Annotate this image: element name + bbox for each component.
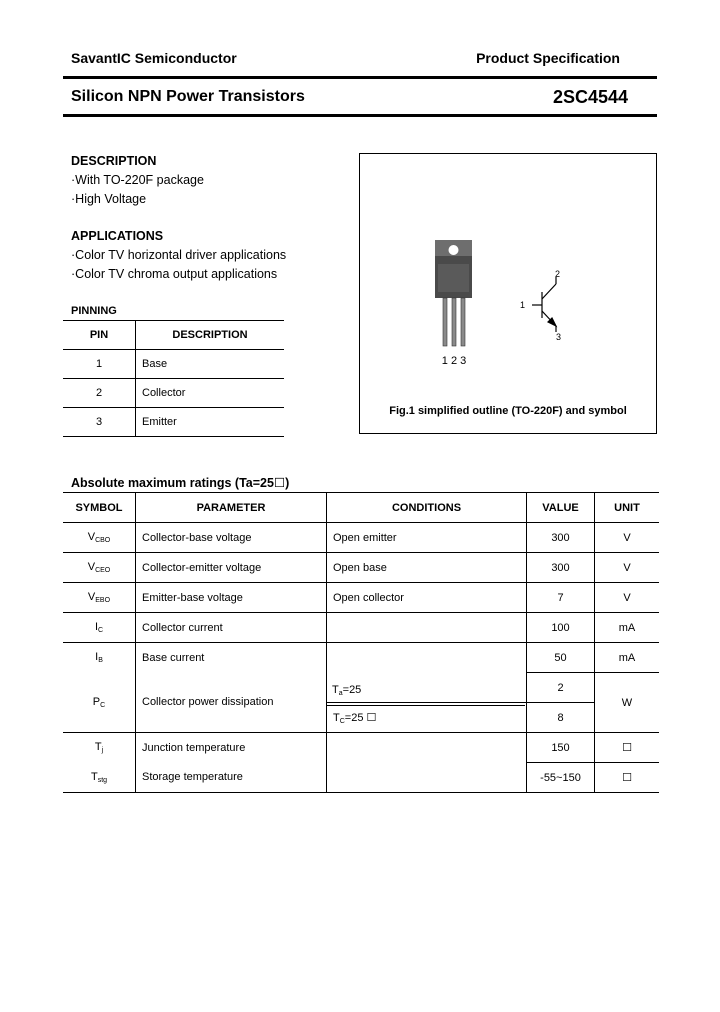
unit-cell: ☐: [595, 763, 660, 793]
pin-description-header: DESCRIPTION: [136, 321, 285, 350]
applications-title: APPLICATIONS: [71, 229, 164, 243]
unit-cell: V: [595, 553, 660, 583]
unit-cell: mA: [595, 613, 660, 643]
table-row: [63, 553, 659, 583]
value-cell: 300: [527, 523, 595, 553]
condition-cell: $T_C=25$ ☐: [327, 703, 527, 733]
table-row: [63, 379, 284, 408]
header-product: Silicon NPN Power Transistors: [71, 88, 305, 105]
symbol-cell: $I_C$: [63, 613, 136, 643]
symbol-pin-2: 2: [555, 269, 561, 279]
value-cell: -55~150: [527, 763, 595, 793]
pin-number: 1: [63, 350, 136, 379]
parameter-cell: Emitter-base voltage: [136, 583, 327, 613]
header-company: SavantIC Semiconductor: [71, 50, 237, 66]
npn-symbol-icon: [532, 277, 556, 332]
table-row: [63, 523, 659, 553]
table-row: [63, 583, 659, 613]
parameter-header: PARAMETER: [136, 493, 327, 523]
figure-drawing: [360, 154, 656, 433]
condition-cell: Open collector: [327, 583, 527, 613]
ratings-title: Absolute maximum ratings (Ta=25☐): [71, 476, 290, 490]
value-cell: 7: [527, 583, 595, 613]
unit-cell: V: [595, 583, 660, 613]
header-spec: Product Specification: [476, 50, 620, 66]
ratings-table: [63, 492, 659, 793]
unit-header: UNIT: [595, 493, 660, 523]
table-row: [63, 408, 284, 437]
pin-header: PIN: [63, 321, 136, 350]
table-row: [63, 733, 659, 763]
unit-cell: V: [595, 523, 660, 553]
applications-line: ·Color TV chroma output applications: [71, 267, 278, 281]
symbol-pin-3: 3: [556, 332, 562, 342]
description-line: ·With TO-220F package: [71, 173, 204, 187]
value-cell: 100: [527, 613, 595, 643]
symbol-cell: $V_{CEO}$: [63, 553, 136, 583]
condition-cell: [327, 613, 527, 643]
description-line: ·High Voltage: [71, 192, 147, 206]
symbol-cell: $T_j$: [63, 733, 136, 763]
header-rule-bottom: [63, 114, 657, 117]
value-cell: 8: [527, 703, 595, 733]
parameter-cell: Storage temperature: [136, 763, 327, 793]
parameter-cell: Collector-emitter voltage: [136, 553, 327, 583]
pin-description: Emitter: [136, 408, 285, 437]
pin-number: 2: [63, 379, 136, 408]
pc-condition-divider: [326, 705, 525, 706]
condition-cell: Open base: [327, 553, 527, 583]
value-cell: 150: [527, 733, 595, 763]
parameter-cell: Junction temperature: [136, 733, 327, 763]
pinning-title: PINNING: [71, 305, 117, 317]
header-part-number: 2SC4544: [552, 87, 628, 107]
symbol-pin-1: 1: [520, 300, 526, 310]
package-pin-label: 1 2 3: [441, 355, 467, 367]
table-row: [63, 643, 659, 673]
pin-description: Base: [136, 350, 285, 379]
symbol-cell: $P_C$: [63, 673, 136, 733]
value-header: VALUE: [527, 493, 595, 523]
parameter-cell: Collector current: [136, 613, 327, 643]
description-title: DESCRIPTION: [71, 154, 157, 168]
pin-number: 3: [63, 408, 136, 437]
pin-description: Collector: [136, 379, 285, 408]
applications-line: ·Color TV horizontal driver applications: [71, 248, 287, 262]
header-rule-top: [63, 76, 657, 79]
unit-cell: W: [595, 673, 660, 733]
condition-cell: [327, 733, 527, 793]
figure-caption: Fig.1 simplified outline (TO-220F) and symbol: [389, 405, 627, 417]
symbol-cell: $V_{EBO}$: [63, 583, 136, 613]
unit-cell: mA: [595, 643, 660, 673]
value-cell: 2: [527, 673, 595, 703]
package-outline-icon: [435, 240, 472, 346]
parameter-cell: Collector power dissipation: [136, 673, 327, 733]
parameter-cell: Collector-base voltage: [136, 523, 327, 553]
figure-box: [359, 153, 657, 434]
symbol-cell: $T_{stg}$: [63, 763, 136, 793]
conditions-header: CONDITIONS: [327, 493, 527, 523]
table-row: [63, 350, 284, 379]
unit-cell: ☐: [595, 733, 660, 763]
pinning-table: [63, 320, 284, 437]
value-cell: 50: [527, 643, 595, 673]
symbol-header: SYMBOL: [63, 493, 136, 523]
symbol-cell: $V_{CBO}$: [63, 523, 136, 553]
parameter-cell: Base current: [136, 643, 327, 673]
table-row: [63, 613, 659, 643]
value-cell: 300: [527, 553, 595, 583]
pc-condition-ta: $T_a=25$: [332, 684, 362, 697]
symbol-cell: $I_B$: [63, 643, 136, 673]
condition-cell: Open emitter: [327, 523, 527, 553]
